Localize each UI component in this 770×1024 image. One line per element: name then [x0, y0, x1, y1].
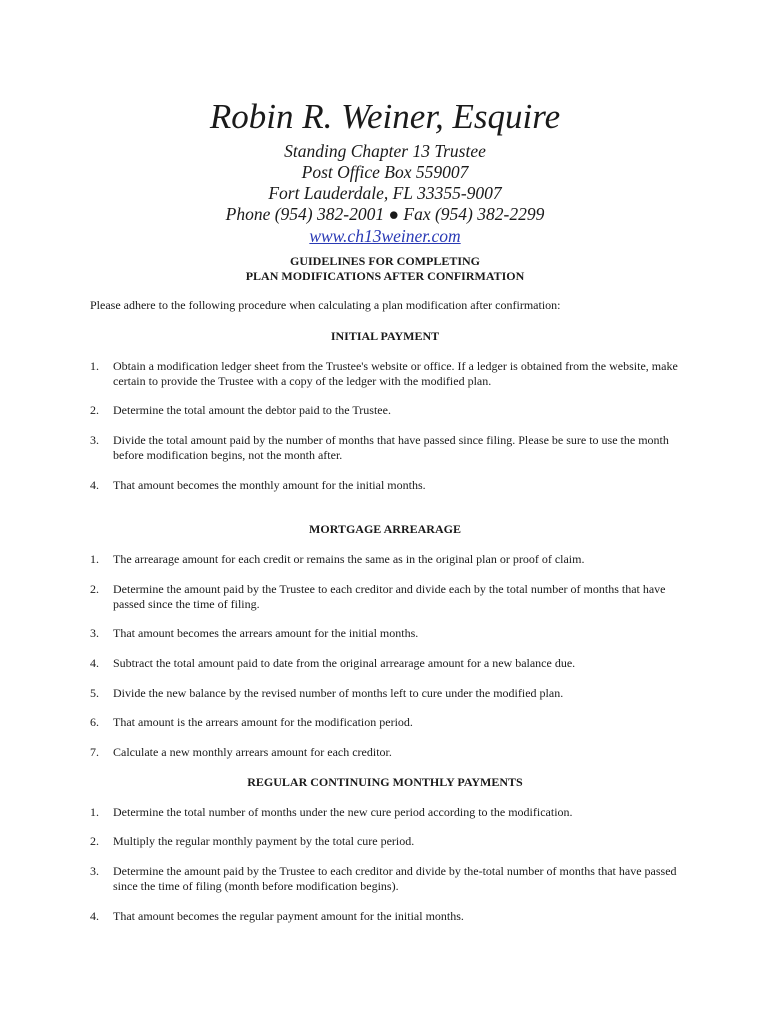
list-item-text: That amount becomes the monthly amount for the initial months.: [113, 478, 426, 492]
section-heading-regular-continuing-monthly-payments: REGULAR CONTINUING MONTHLY PAYMENTS: [247, 775, 523, 789]
list-item: [90, 909, 690, 924]
document-title-line-1: GUIDELINES FOR COMPLETING: [289, 254, 481, 268]
intro-paragraph: Please adhere to the following procedure when calculating a plan modification after confirmation:: [90, 298, 561, 312]
list-item-number: 2.: [90, 403, 99, 417]
list-item-text: Divide the new balance by the revised number of months left to cure under the modified plan.: [113, 686, 564, 700]
list-item-text: That amount is the arrears amount for the modification period.: [113, 715, 413, 729]
list-item-text: Determine the amount paid by the Trustee to each creditor and divide each by the total number of months that have passed since the time of filing.: [113, 582, 666, 611]
document-title: [0, 254, 770, 284]
section-heading-mortgage-arrearage: MORTGAGE ARREARAGE: [309, 522, 461, 536]
trustee-name: Robin R. Weiner, Esquire: [209, 97, 561, 136]
list-item-text: Subtract the total amount paid to date from the original arrearage amount for a new balance due.: [113, 656, 576, 670]
list-item: [90, 478, 690, 493]
list-item-text: Multiply the regular monthly payment by the total cure period.: [113, 834, 415, 848]
list-item-text: The arrearage amount for each credit or remains the same as in the original plan or proof of claim.: [113, 552, 585, 566]
list-item-number: 6.: [90, 715, 99, 729]
letterhead: [0, 93, 770, 247]
section-heading-initial-payment: INITIAL PAYMENT: [330, 329, 440, 343]
list-item-number: 2.: [90, 582, 99, 596]
list-item: [90, 433, 690, 463]
list-item: [90, 805, 690, 820]
list-item-number: 2.: [90, 834, 99, 848]
list-item: [90, 715, 690, 730]
list-item-number: 1.: [90, 552, 99, 566]
phone-fax: Phone (954) 382-2001 ● Fax (954) 382-2299: [225, 204, 545, 224]
list-item: [90, 864, 690, 894]
list-item-text: That amount becomes the regular payment amount for the initial months.: [113, 909, 464, 923]
list-item-number: 1.: [90, 359, 99, 373]
document-title-line-2: PLAN MODIFICATIONS AFTER CONFIRMATION: [245, 269, 525, 283]
list-item: [90, 834, 690, 849]
list-item-text: Determine the amount paid by the Trustee to each creditor and divide by the-total number of months that have passed since the time of filing (month before modification begins).: [113, 864, 677, 893]
website-link[interactable]: www.ch13weiner.com: [309, 226, 461, 246]
list-item-text: Divide the total amount paid by the number of months that have passed since filing. Please be sure to use the month before modification begins, not the month after.: [113, 433, 669, 462]
list-item-text: Obtain a modification ledger sheet from the Trustee's website or office. If a ledger is obtained from the website, make certain to provide the Trustee with a copy of the ledger with the modified plan.: [113, 359, 678, 388]
list-item-number: 3.: [90, 864, 99, 878]
city-state-zip: Fort Lauderdale, FL 33355-9007: [268, 183, 502, 203]
list-item-number: 4.: [90, 478, 99, 492]
list-item-number: 7.: [90, 745, 99, 759]
list-item-number: 3.: [90, 433, 99, 447]
list-item-number: 5.: [90, 686, 99, 700]
list-item: [90, 403, 690, 418]
list-item-number: 4.: [90, 656, 99, 670]
list-item: [90, 359, 690, 389]
list-item: [90, 656, 690, 671]
list-item-number: 3.: [90, 626, 99, 640]
list-item: [90, 552, 690, 567]
list-item-text: That amount becomes the arrears amount for the initial months.: [113, 626, 419, 640]
list-item: [90, 626, 690, 641]
list-item-number: 4.: [90, 909, 99, 923]
list-item: [90, 745, 690, 760]
list-item: [90, 686, 690, 701]
list-item-text: Calculate a new monthly arrears amount for each creditor.: [113, 745, 392, 759]
list-item-number: 1.: [90, 805, 99, 819]
list-item-text: Determine the total amount the debtor paid to the Trustee.: [113, 403, 391, 417]
post-office-box: Post Office Box 559007: [301, 162, 469, 182]
list-item: [90, 582, 690, 612]
trustee-title: Standing Chapter 13 Trustee: [284, 141, 486, 161]
list-item-text: Determine the total number of months under the new cure period according to the modification.: [113, 805, 573, 819]
